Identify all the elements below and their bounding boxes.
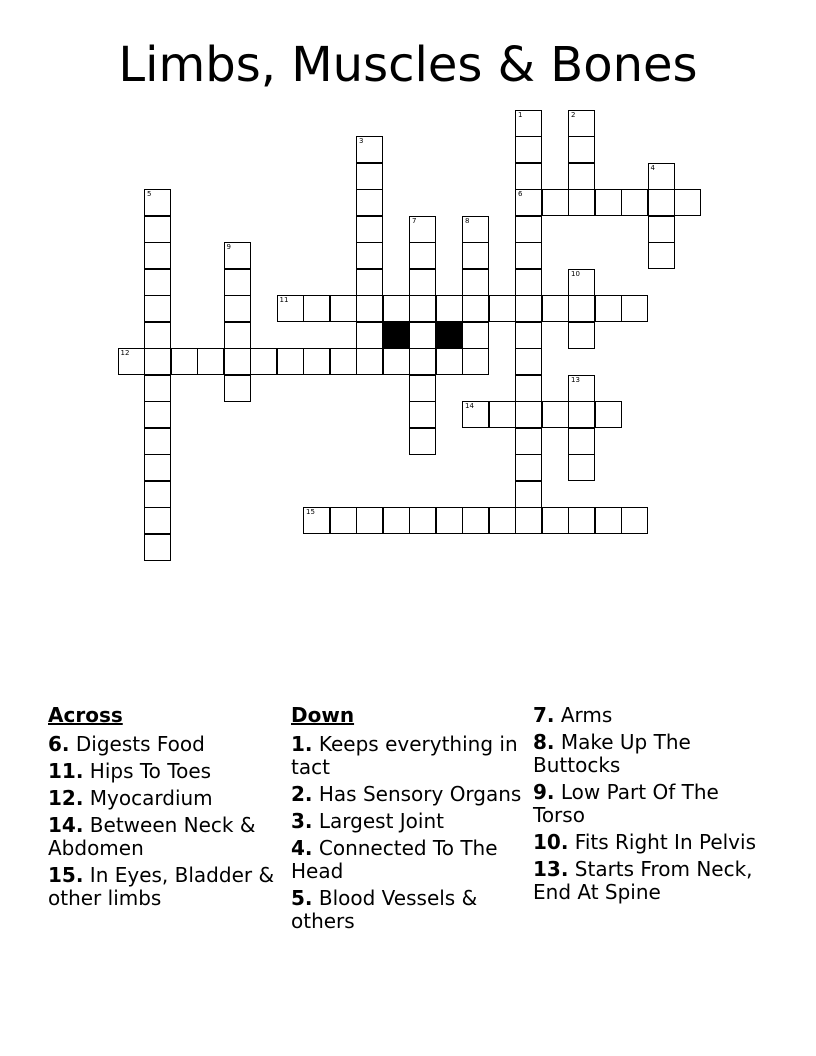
grid-cell[interactable] <box>462 401 489 428</box>
grid-cell[interactable] <box>330 507 357 534</box>
grid-cell[interactable] <box>648 163 675 190</box>
grid-cell[interactable] <box>542 401 569 428</box>
grid-cell[interactable] <box>515 322 542 349</box>
grid-cell[interactable] <box>568 110 595 137</box>
clue-number: 10 <box>571 269 580 278</box>
grid-cell[interactable] <box>330 295 357 322</box>
grid-cell[interactable] <box>489 401 516 428</box>
clue-number: 3 <box>359 137 364 145</box>
grid-cell[interactable] <box>515 269 542 296</box>
clue-number: 15. <box>48 863 84 887</box>
grid-cell[interactable] <box>648 242 675 269</box>
clue-number: 6. <box>48 732 70 756</box>
grid-cell[interactable] <box>515 401 542 428</box>
grid-cell[interactable] <box>224 348 251 375</box>
clue-number: 11. <box>48 759 84 783</box>
clue-item <box>291 887 523 933</box>
clue-number: 1. <box>291 732 313 756</box>
grid-cell[interactable] <box>303 295 330 322</box>
clue-number: 10. <box>533 830 569 854</box>
grid-cell[interactable] <box>515 348 542 375</box>
grid-cell[interactable] <box>409 428 436 455</box>
grid-cell[interactable] <box>595 295 622 322</box>
grid-cell[interactable] <box>621 507 648 534</box>
grid-cell[interactable] <box>356 269 383 296</box>
grid-cell[interactable] <box>648 216 675 243</box>
grid-cell[interactable] <box>197 348 224 375</box>
clue-item <box>48 864 280 910</box>
grid-cell[interactable] <box>224 322 251 349</box>
grid-cell[interactable] <box>144 481 171 508</box>
grid-cell[interactable] <box>515 242 542 269</box>
puzzle-title: Limbs, Muscles & Bones <box>118 37 698 93</box>
clue-text: Arms <box>554 703 613 727</box>
clue-number: 2 <box>571 110 576 119</box>
clue-text: Myocardium <box>83 786 213 810</box>
grid-cell[interactable] <box>462 322 489 349</box>
grid-cell[interactable] <box>462 269 489 296</box>
grid-cell[interactable] <box>356 295 383 322</box>
grid-cell[interactable] <box>144 375 171 402</box>
grid-cell[interactable] <box>515 136 542 163</box>
clue-item <box>533 858 765 904</box>
grid-cell[interactable] <box>118 348 145 375</box>
clue-text: Hips To Toes <box>83 759 212 783</box>
grid-cell[interactable] <box>568 269 595 296</box>
grid-cell[interactable] <box>621 189 648 216</box>
grid-cell[interactable] <box>674 189 701 216</box>
grid-cell[interactable] <box>595 507 622 534</box>
grid-cell[interactable] <box>515 481 542 508</box>
grid-cell[interactable] <box>409 322 436 349</box>
clue-number: 13 <box>571 375 580 384</box>
grid-cell[interactable] <box>224 375 251 402</box>
grid-cell[interactable] <box>462 216 489 243</box>
grid-cell[interactable] <box>409 348 436 375</box>
grid-cell[interactable] <box>250 348 277 375</box>
grid-cell[interactable] <box>303 507 330 534</box>
clue-item <box>48 787 280 810</box>
grid-cell[interactable] <box>409 401 436 428</box>
grid-cell[interactable] <box>356 136 383 163</box>
clue-item <box>291 783 523 806</box>
grid-cell[interactable] <box>568 136 595 163</box>
grid-cell[interactable] <box>383 507 410 534</box>
across-clues <box>48 700 280 914</box>
clue-number: 2. <box>291 782 313 806</box>
grid-cell[interactable] <box>224 295 251 322</box>
black-cell <box>436 322 463 349</box>
clue-number: 13. <box>533 857 569 881</box>
grid-cell[interactable] <box>144 507 171 534</box>
clue-text: Digests Food <box>69 732 205 756</box>
clue-text: Starts From Neck, End At Spine <box>533 857 753 904</box>
grid-cell[interactable] <box>144 322 171 349</box>
grid-cell[interactable] <box>568 375 595 402</box>
grid-cell[interactable] <box>515 163 542 190</box>
grid-cell[interactable] <box>356 322 383 349</box>
grid-cell[interactable] <box>542 507 569 534</box>
grid-cell[interactable] <box>144 269 171 296</box>
clue-text: Has Sensory Organs <box>312 782 522 806</box>
grid-cell[interactable] <box>621 295 648 322</box>
grid-cell[interactable] <box>436 507 463 534</box>
grid-cell[interactable] <box>568 189 595 216</box>
clue-text: Fits Right In Pelvis <box>568 830 756 854</box>
clue-number: 6 <box>518 190 523 198</box>
down-clues-continued <box>533 700 765 908</box>
grid-cell[interactable] <box>171 348 198 375</box>
clue-item <box>48 733 280 756</box>
grid-cell[interactable] <box>356 189 383 216</box>
grid-cell[interactable] <box>462 242 489 269</box>
grid-cell[interactable] <box>356 242 383 269</box>
grid-cell[interactable] <box>648 189 675 216</box>
clue-item <box>48 814 280 860</box>
grid-cell[interactable] <box>409 507 436 534</box>
grid-cell[interactable] <box>462 507 489 534</box>
down-clues <box>291 700 523 937</box>
grid-cell[interactable] <box>356 216 383 243</box>
grid-cell[interactable] <box>489 295 516 322</box>
grid-cell[interactable] <box>515 428 542 455</box>
grid-cell[interactable] <box>144 242 171 269</box>
grid-cell[interactable] <box>144 348 171 375</box>
clue-text: Make Up The Buttocks <box>533 730 691 777</box>
grid-cell[interactable] <box>144 401 171 428</box>
clue-number: 9. <box>533 780 555 804</box>
grid-cell[interactable] <box>436 348 463 375</box>
clue-number: 15 <box>306 508 315 516</box>
clue-item <box>533 731 765 777</box>
grid-cell[interactable] <box>277 348 304 375</box>
grid-cell[interactable] <box>224 269 251 296</box>
grid-cell[interactable] <box>542 189 569 216</box>
clue-text: Largest Joint <box>312 809 444 833</box>
grid-cell[interactable] <box>356 163 383 190</box>
clue-number: 4 <box>650 163 655 172</box>
clue-number: 8 <box>465 216 470 225</box>
clue-text: Connected To The Head <box>291 836 498 883</box>
clue-number: 5 <box>147 190 152 198</box>
clue-text: Between Neck & Abdomen <box>48 813 256 860</box>
clue-text: Low Part Of The Torso <box>533 780 719 827</box>
clue-number: 12. <box>48 786 84 810</box>
clue-item <box>533 831 765 854</box>
grid-cell[interactable] <box>409 242 436 269</box>
clue-number: 9 <box>226 243 231 251</box>
clue-number: 4. <box>291 836 313 860</box>
grid-cell[interactable] <box>409 269 436 296</box>
grid-cell[interactable] <box>568 401 595 428</box>
clue-item <box>291 837 523 883</box>
grid-cell[interactable] <box>462 295 489 322</box>
clue-number: 12 <box>120 349 130 357</box>
clue-item <box>533 704 765 727</box>
grid-cell[interactable] <box>409 295 436 322</box>
grid-cell[interactable] <box>568 454 595 481</box>
grid-cell[interactable] <box>515 454 542 481</box>
grid-cell[interactable] <box>595 189 622 216</box>
grid-cell[interactable] <box>144 534 171 561</box>
grid-cell[interactable] <box>144 454 171 481</box>
grid-cell[interactable] <box>144 295 171 322</box>
clue-item <box>291 810 523 833</box>
clue-number: 5. <box>291 886 313 910</box>
clue-number: 3. <box>291 809 313 833</box>
grid-cell[interactable] <box>356 348 383 375</box>
grid-cell[interactable] <box>515 507 542 534</box>
grid-cell[interactable] <box>144 189 171 216</box>
across-heading: Across <box>48 703 123 727</box>
grid-cell[interactable] <box>568 163 595 190</box>
grid-cell[interactable] <box>462 348 489 375</box>
clue-text: Keeps everything in tact <box>291 732 518 779</box>
grid-cell[interactable] <box>515 295 542 322</box>
grid-cell[interactable] <box>542 295 569 322</box>
grid-cell[interactable] <box>383 348 410 375</box>
grid-cell[interactable] <box>515 216 542 243</box>
clue-number: 7. <box>533 703 555 727</box>
grid-cell[interactable] <box>356 507 383 534</box>
grid-cell[interactable] <box>568 428 595 455</box>
clue-text: In Eyes, Bladder & other limbs <box>48 863 275 910</box>
clue-number: 14. <box>48 813 84 837</box>
down-heading: Down <box>291 703 355 727</box>
grid-cell[interactable] <box>144 428 171 455</box>
grid-cell[interactable] <box>568 507 595 534</box>
grid-cell[interactable] <box>409 216 436 243</box>
black-cell <box>383 322 410 349</box>
grid-cell[interactable] <box>330 348 357 375</box>
clue-number: 11 <box>279 296 289 304</box>
grid-cell[interactable] <box>515 110 542 137</box>
clue-number: 7 <box>412 216 417 225</box>
grid-cell[interactable] <box>277 295 304 322</box>
grid-cell[interactable] <box>383 295 410 322</box>
grid-cell[interactable] <box>303 348 330 375</box>
clue-number: 14 <box>465 402 474 410</box>
grid-cell[interactable] <box>436 295 463 322</box>
grid-cell[interactable] <box>515 375 542 402</box>
clue-number: 8. <box>533 730 555 754</box>
clue-item <box>291 733 523 779</box>
grid-cell[interactable] <box>489 507 516 534</box>
grid-cell[interactable] <box>568 295 595 322</box>
clue-number: 1 <box>518 110 523 119</box>
grid-cell[interactable] <box>515 189 542 216</box>
grid-cell[interactable] <box>595 401 622 428</box>
grid-cell[interactable] <box>144 216 171 243</box>
clue-item <box>48 760 280 783</box>
grid-cell[interactable] <box>224 242 251 269</box>
clue-item <box>533 781 765 827</box>
grid-cell[interactable] <box>568 322 595 349</box>
clue-text: Blood Vessels & others <box>291 886 478 933</box>
grid-cell[interactable] <box>409 375 436 402</box>
